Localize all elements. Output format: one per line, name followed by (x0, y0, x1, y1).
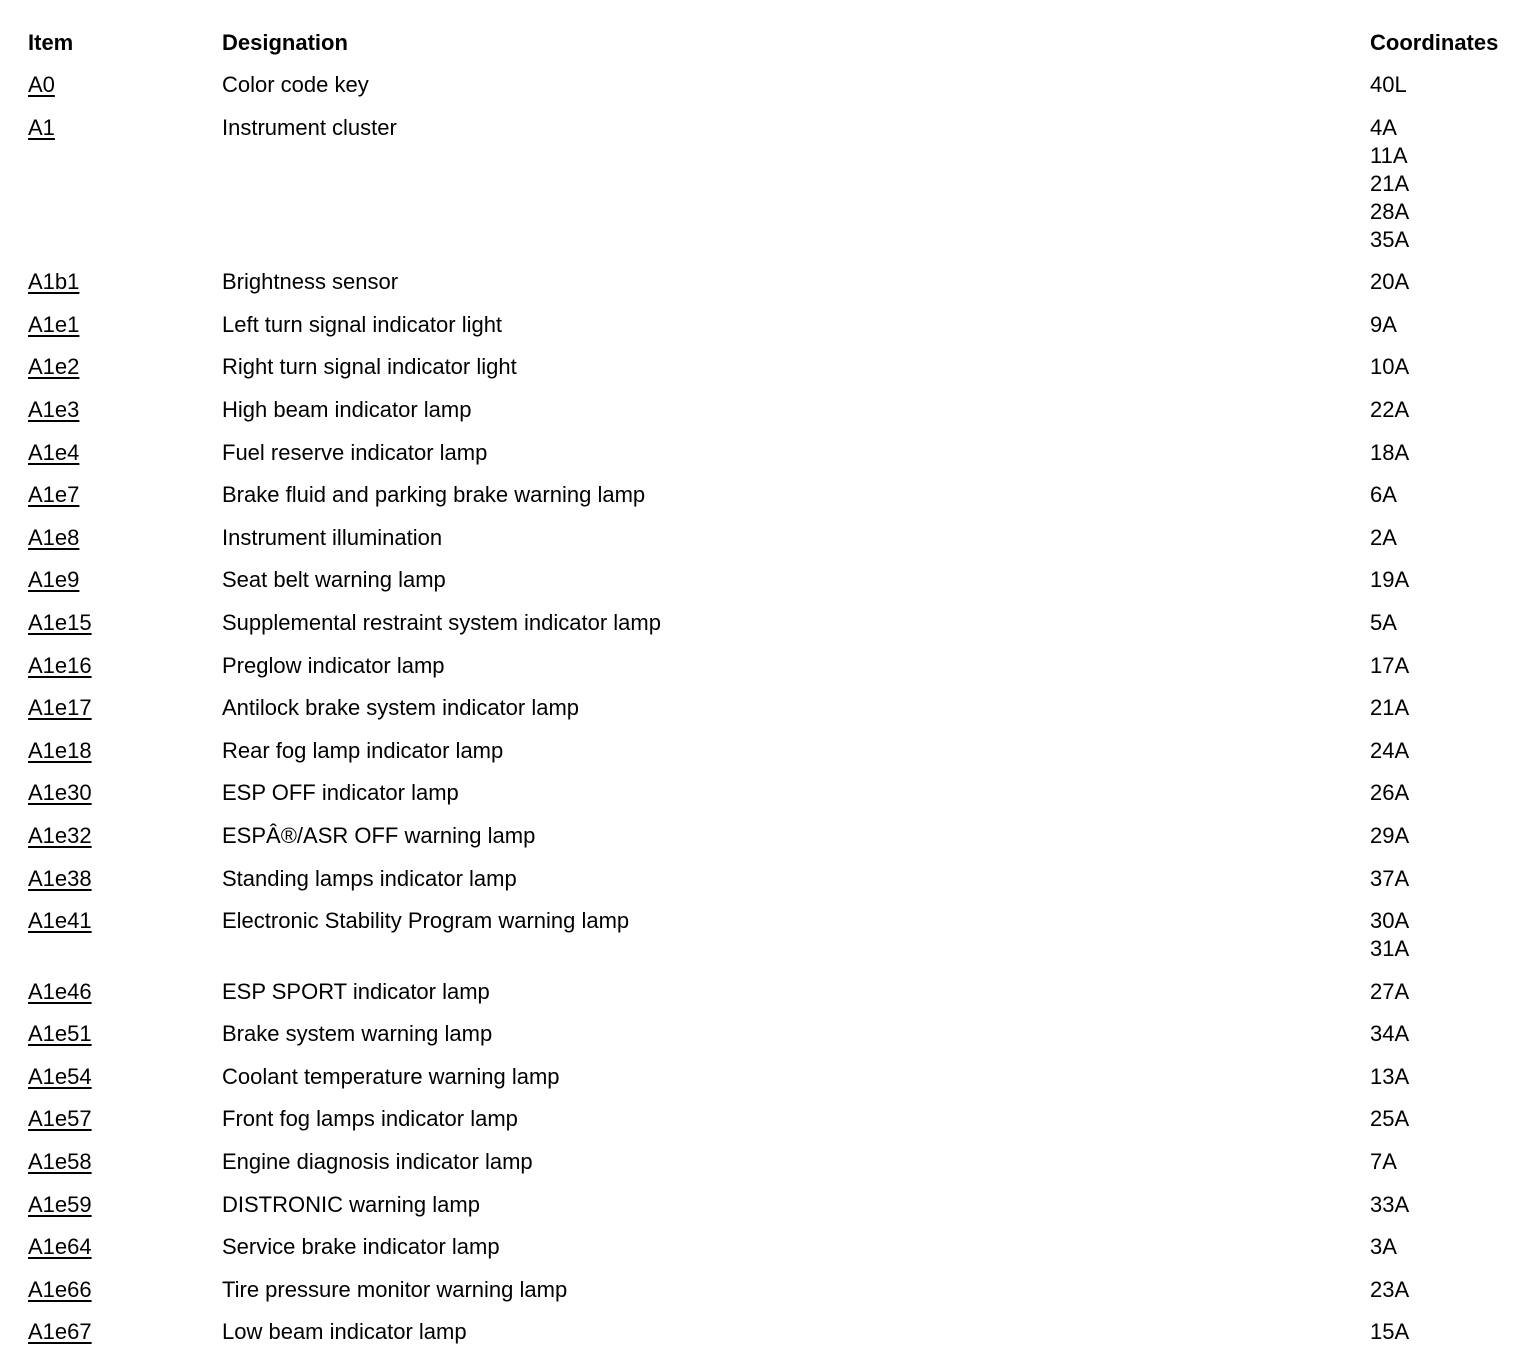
coordinates-cell (1370, 396, 1409, 424)
table-row (0, 1233, 1536, 1261)
designation-text: Brightness sensor (222, 269, 399, 295)
table-row (0, 865, 1536, 893)
item-link[interactable]: A1e59 (28, 1191, 92, 1217)
coordinate-value: 19A (1370, 567, 1410, 593)
coordinates-column-header: Coordinates (1370, 30, 1499, 55)
coordinate-value: 7A (1370, 1149, 1397, 1175)
item-link[interactable]: A1 (28, 114, 55, 140)
coordinate-value: 23A (1370, 1276, 1410, 1302)
coordinate-value: 21A (1370, 170, 1410, 196)
table-row (0, 481, 1536, 509)
coordinate-value: 28A (1370, 198, 1410, 224)
coordinate-value: 26A (1370, 780, 1410, 806)
table-row (0, 396, 1536, 424)
item-link[interactable]: A1e41 (28, 908, 92, 934)
table-row (0, 822, 1536, 850)
item-link[interactable]: A1e9 (28, 567, 80, 593)
designation-text: Antilock brake system indicator lamp (222, 695, 580, 721)
coordinates-cell (1370, 652, 1409, 680)
coordinate-value: 24A (1370, 737, 1410, 763)
item-link[interactable]: A1e4 (28, 439, 80, 465)
item-link[interactable]: A1e8 (28, 524, 80, 550)
coordinates-cell (1370, 481, 1397, 509)
coordinates-cell (1370, 439, 1409, 467)
coordinate-value: 25A (1370, 1106, 1410, 1132)
coordinate-value: 33A (1370, 1191, 1410, 1217)
coordinate-value: 18A (1370, 439, 1410, 465)
item-link[interactable]: A1e7 (28, 482, 80, 508)
designation-text: Instrument illumination (222, 524, 443, 550)
coordinates-cell (1370, 694, 1409, 722)
coordinate-value: 20A (1370, 269, 1410, 295)
table-row (0, 71, 1536, 99)
designation-text: ESP OFF indicator lamp (222, 780, 459, 806)
coordinate-value: 34A (1370, 1021, 1410, 1047)
designation-text: Brake system warning lamp (222, 1021, 493, 1047)
coordinates-cell (1370, 1105, 1409, 1133)
item-link[interactable]: A1e3 (28, 396, 80, 422)
coordinates-cell (1370, 1148, 1397, 1176)
designation-text: Tire pressure monitor warning lamp (222, 1276, 568, 1302)
designation-text: ESPÂ®/ASR OFF warning lamp (222, 822, 536, 848)
table-row (0, 1318, 1536, 1346)
item-link[interactable]: A0 (28, 72, 55, 97)
coordinate-value: 10A (1370, 354, 1410, 380)
designation-text: ESP SPORT indicator lamp (222, 978, 490, 1004)
designation-column-header: Designation (222, 30, 348, 55)
designation-text: Standing lamps indicator lamp (222, 865, 517, 891)
designation-text: Seat belt warning lamp (222, 567, 446, 593)
coordinate-value: 5A (1370, 609, 1397, 635)
coordinates-cell (1370, 1318, 1409, 1346)
item-link[interactable]: A1e64 (28, 1234, 92, 1260)
coordinate-value: 9A (1370, 311, 1397, 337)
item-link[interactable]: A1e67 (28, 1319, 92, 1345)
coordinates-cell (1370, 353, 1409, 381)
table-row (0, 652, 1536, 680)
designation-text: Preglow indicator lamp (222, 652, 445, 678)
coordinate-value: 22A (1370, 396, 1410, 422)
table-row (0, 694, 1536, 722)
designation-text: Color code key (222, 72, 369, 97)
item-link[interactable]: A1e18 (28, 737, 92, 763)
table-row (0, 524, 1536, 552)
item-link[interactable]: A1e57 (28, 1106, 92, 1132)
table-row (0, 1063, 1536, 1091)
coordinate-value: 3A (1370, 1234, 1397, 1260)
table-row (0, 439, 1536, 467)
designation-text: Rear fog lamp indicator lamp (222, 737, 504, 763)
table-row (0, 1191, 1536, 1219)
item-link[interactable]: A1e54 (28, 1063, 92, 1089)
item-link[interactable]: A1e16 (28, 652, 92, 678)
designation-text: Instrument cluster (222, 114, 397, 140)
designation-text: Front fog lamps indicator lamp (222, 1106, 518, 1132)
table-row (0, 609, 1536, 637)
item-link[interactable]: A1e30 (28, 780, 92, 806)
coordinate-value: 30A (1370, 908, 1410, 934)
designation-text: Low beam indicator lamp (222, 1319, 467, 1345)
item-link[interactable]: A1e15 (28, 609, 92, 635)
component-table (0, 71, 1536, 1361)
coordinate-value: 13A (1370, 1063, 1410, 1089)
coordinates-cell (1370, 737, 1409, 765)
coordinate-value: 31A (1370, 936, 1410, 962)
designation-text: Fuel reserve indicator lamp (222, 439, 488, 465)
designation-text: Supplemental restraint system indicator lamp (222, 609, 661, 635)
coordinates-cell (1370, 1020, 1409, 1048)
coordinates-cell (1370, 71, 1407, 99)
table-row (0, 353, 1536, 381)
table-row (0, 1148, 1536, 1176)
coordinates-cell (1370, 311, 1397, 339)
coordinates-cell (1370, 779, 1409, 807)
table-row (0, 779, 1536, 807)
coordinate-value: 37A (1370, 865, 1410, 891)
table-row (0, 1276, 1536, 1304)
coordinate-value: 27A (1370, 978, 1410, 1004)
coordinate-value: 35A (1370, 226, 1410, 252)
coordinates-cell (1370, 907, 1409, 963)
designation-text: High beam indicator lamp (222, 396, 472, 422)
table-row (0, 268, 1536, 296)
item-link[interactable]: A1e1 (28, 311, 80, 337)
table-row (0, 1105, 1536, 1133)
designation-text: Brake fluid and parking brake warning lamp (222, 482, 646, 508)
designation-text: DISTRONIC warning lamp (222, 1191, 480, 1217)
coordinates-cell (1370, 978, 1409, 1006)
item-link[interactable]: A1e66 (28, 1276, 92, 1302)
item-link[interactable]: A1b1 (28, 269, 80, 295)
item-link[interactable]: A1e51 (28, 1021, 92, 1047)
table-row (0, 978, 1536, 1006)
item-link[interactable]: A1e58 (28, 1149, 92, 1175)
coordinates-cell (1370, 114, 1409, 254)
item-link[interactable]: A1e38 (28, 865, 92, 891)
table-header (0, 29, 1536, 57)
table-row (0, 907, 1536, 963)
table-row (0, 1020, 1536, 1048)
coordinate-value: 6A (1370, 482, 1397, 508)
coordinates-cell (1370, 609, 1397, 637)
coordinate-value: 15A (1370, 1319, 1410, 1345)
item-link[interactable]: A1e17 (28, 695, 92, 721)
table-row (0, 311, 1536, 339)
coordinate-value: 29A (1370, 822, 1410, 848)
table-row (0, 737, 1536, 765)
item-link[interactable]: A1e32 (28, 822, 92, 848)
coordinates-cell (1370, 1191, 1409, 1219)
table-row (0, 566, 1536, 594)
designation-text: Electronic Stability Program warning lamp (222, 908, 630, 934)
coordinates-cell (1370, 1276, 1409, 1304)
item-link[interactable]: A1e46 (28, 978, 92, 1004)
coordinates-cell (1370, 865, 1409, 893)
coordinates-cell (1370, 566, 1409, 594)
coordinate-value: 11A (1370, 142, 1408, 168)
coordinates-cell (1370, 268, 1409, 296)
coordinates-cell (1370, 1233, 1397, 1261)
coordinates-cell (1370, 524, 1397, 552)
table-row (0, 114, 1536, 254)
designation-text: Service brake indicator lamp (222, 1234, 500, 1260)
item-link[interactable]: A1e2 (28, 354, 80, 380)
coordinate-value: 40L (1370, 72, 1407, 97)
coordinate-value: 21A (1370, 695, 1410, 721)
coordinates-cell (1370, 1063, 1409, 1091)
designation-text: Right turn signal indicator light (222, 354, 517, 380)
coordinate-value: 2A (1370, 524, 1397, 550)
coordinate-value: 4A (1370, 114, 1397, 140)
designation-text: Engine diagnosis indicator lamp (222, 1149, 533, 1175)
coordinates-cell (1370, 822, 1409, 850)
designation-text: Left turn signal indicator light (222, 311, 503, 337)
designation-text: Coolant temperature warning lamp (222, 1063, 560, 1089)
coordinate-value: 17A (1370, 652, 1410, 678)
item-column-header: Item (28, 30, 74, 55)
